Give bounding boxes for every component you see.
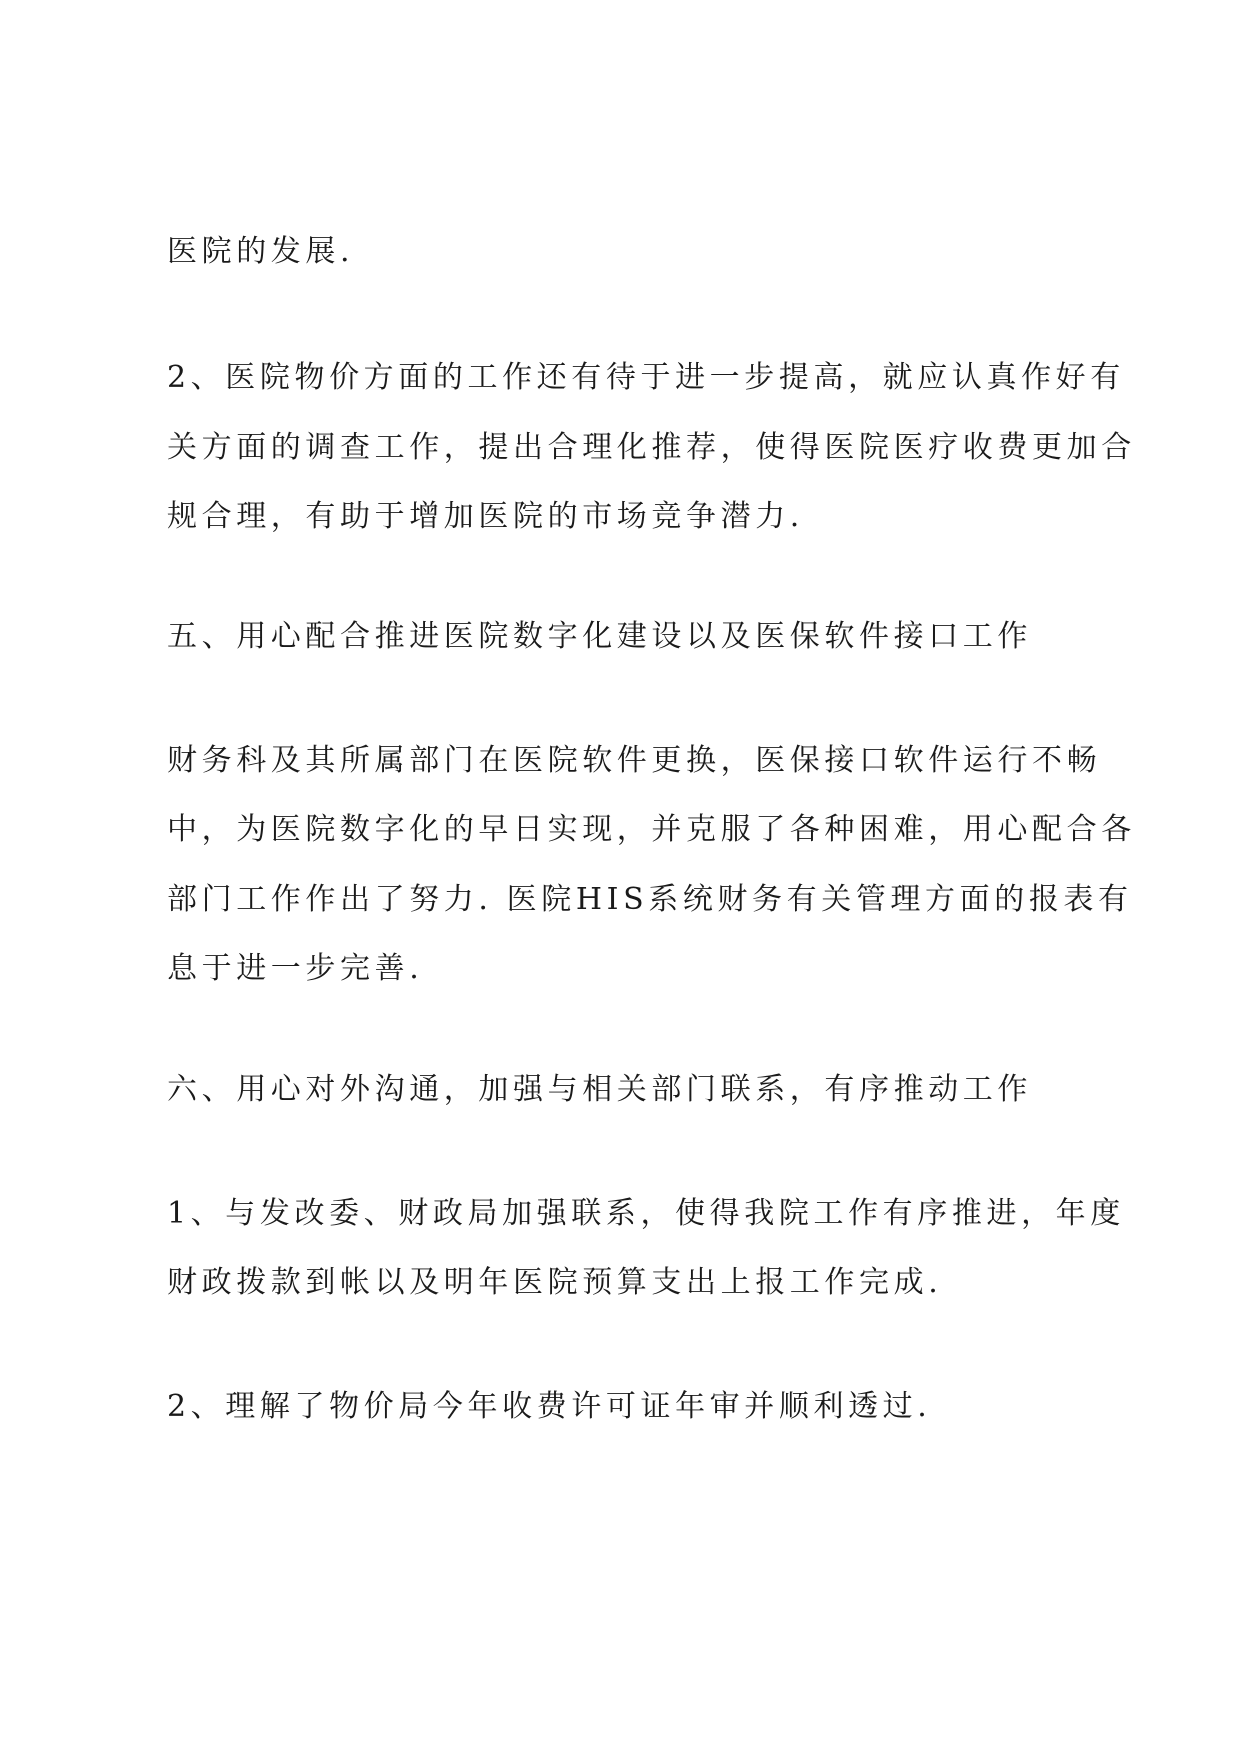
paragraph-line: 规合理，有助于增加医院的市场竞争潜力. — [167, 499, 804, 534]
section-heading: 五、用心配合推进医院数字化建设以及医保软件接口工作 — [167, 619, 1032, 654]
paragraph-line: 2、医院物价方面的工作还有待于进一步提高，就应认真作好有 — [167, 360, 1125, 395]
paragraph-line: 1、与发改委、财政局加强联系，使得我院工作有序推进，年度 — [167, 1196, 1125, 1231]
paragraph-line: 财务科及其所属部门在医院软件更换，医保接口软件运行不畅 — [167, 743, 1102, 778]
section-heading: 六、用心对外沟通，加强与相关部门联系，有序推动工作 — [167, 1072, 1032, 1107]
paragraph-line: 部门工作作出了努力. 医院HIS系统财务有关管理方面的报表有 — [167, 882, 1133, 917]
paragraph-line: 息于进一步完善. — [167, 951, 424, 986]
paragraph-line: 财政拨款到帐以及明年医院预算支出上报工作完成. — [167, 1265, 943, 1300]
paragraph-line: 中，为医院数字化的早日实现，并克服了各种困难，用心配合各 — [167, 812, 1136, 847]
paragraph-line: 2、理解了物价局今年收费许可证年审并顺利透过. — [167, 1389, 932, 1424]
paragraph-line: 关方面的调查工作，提出合理化推荐，使得医院医疗收费更加合 — [167, 430, 1136, 465]
paragraph-line: 医院的发展. — [167, 234, 355, 269]
